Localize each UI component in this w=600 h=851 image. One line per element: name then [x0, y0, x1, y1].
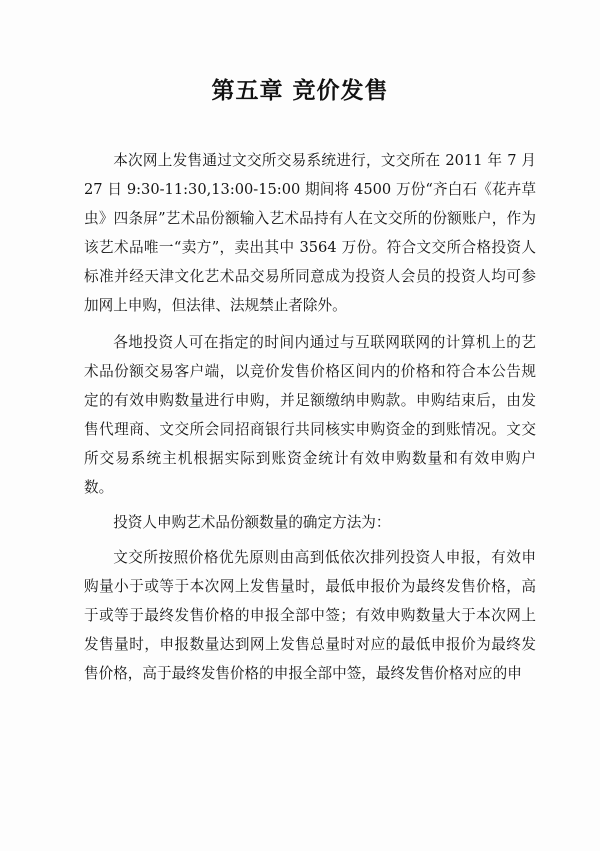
paragraph-online-sale: 本次网上发售通过文交所交易系统进行，文交所在 2011 年 7 月 27 日 9:30-11:30,13:00-15:00 期间将 4500 万份“齐白石《花卉草虫》四条屏”艺术品份额输入艺术品持有人在文交所的份额账户，作为该艺术品唯一“卖方”，卖出其中 3564 万份。符合文交所合格投资人标准并经天津文化艺术品交易所同意成为投资人会员的投资人均可参加网上申购，但法律、法规禁止者除外。: [84, 152, 536, 314]
document-body: [84, 146, 536, 698]
chapter-title: 第五章 竞价发售: [211, 78, 389, 104]
paragraph-price-priority: 文交所按照价格优先原则由高到低依次排列投资人申报，有效申购量小于或等于本次网上发售量时，最低申报价为最终发售价格，高于或等于最终发售价格的申报全部中签；有效申购数量大于本次网上发售量时，申报数量达到网上发售总量时对应的最低申报价为最终发售价格，高于最终发售价格的申报全部中签，最终发售价格对应的申: [84, 549, 536, 682]
paragraph-allocation-heading: 投资人申购艺术品份额数量的确定方法为：: [113, 514, 391, 531]
paragraph-subscription-process: 各地投资人可在指定的时间内通过与互联网联网的计算机上的艺术品份额交易客户端，以竞价发售价格区间内的价格和符合本公告规定的有效申购数量进行申购，并足额缴纳申购款。申购结束后，由发售代理商、文交所会同招商银行共同核实申购资金的到账情况。文交所交易系统主机根据实际到账资金统计有效申购数量和有效申购户数。: [84, 334, 536, 496]
